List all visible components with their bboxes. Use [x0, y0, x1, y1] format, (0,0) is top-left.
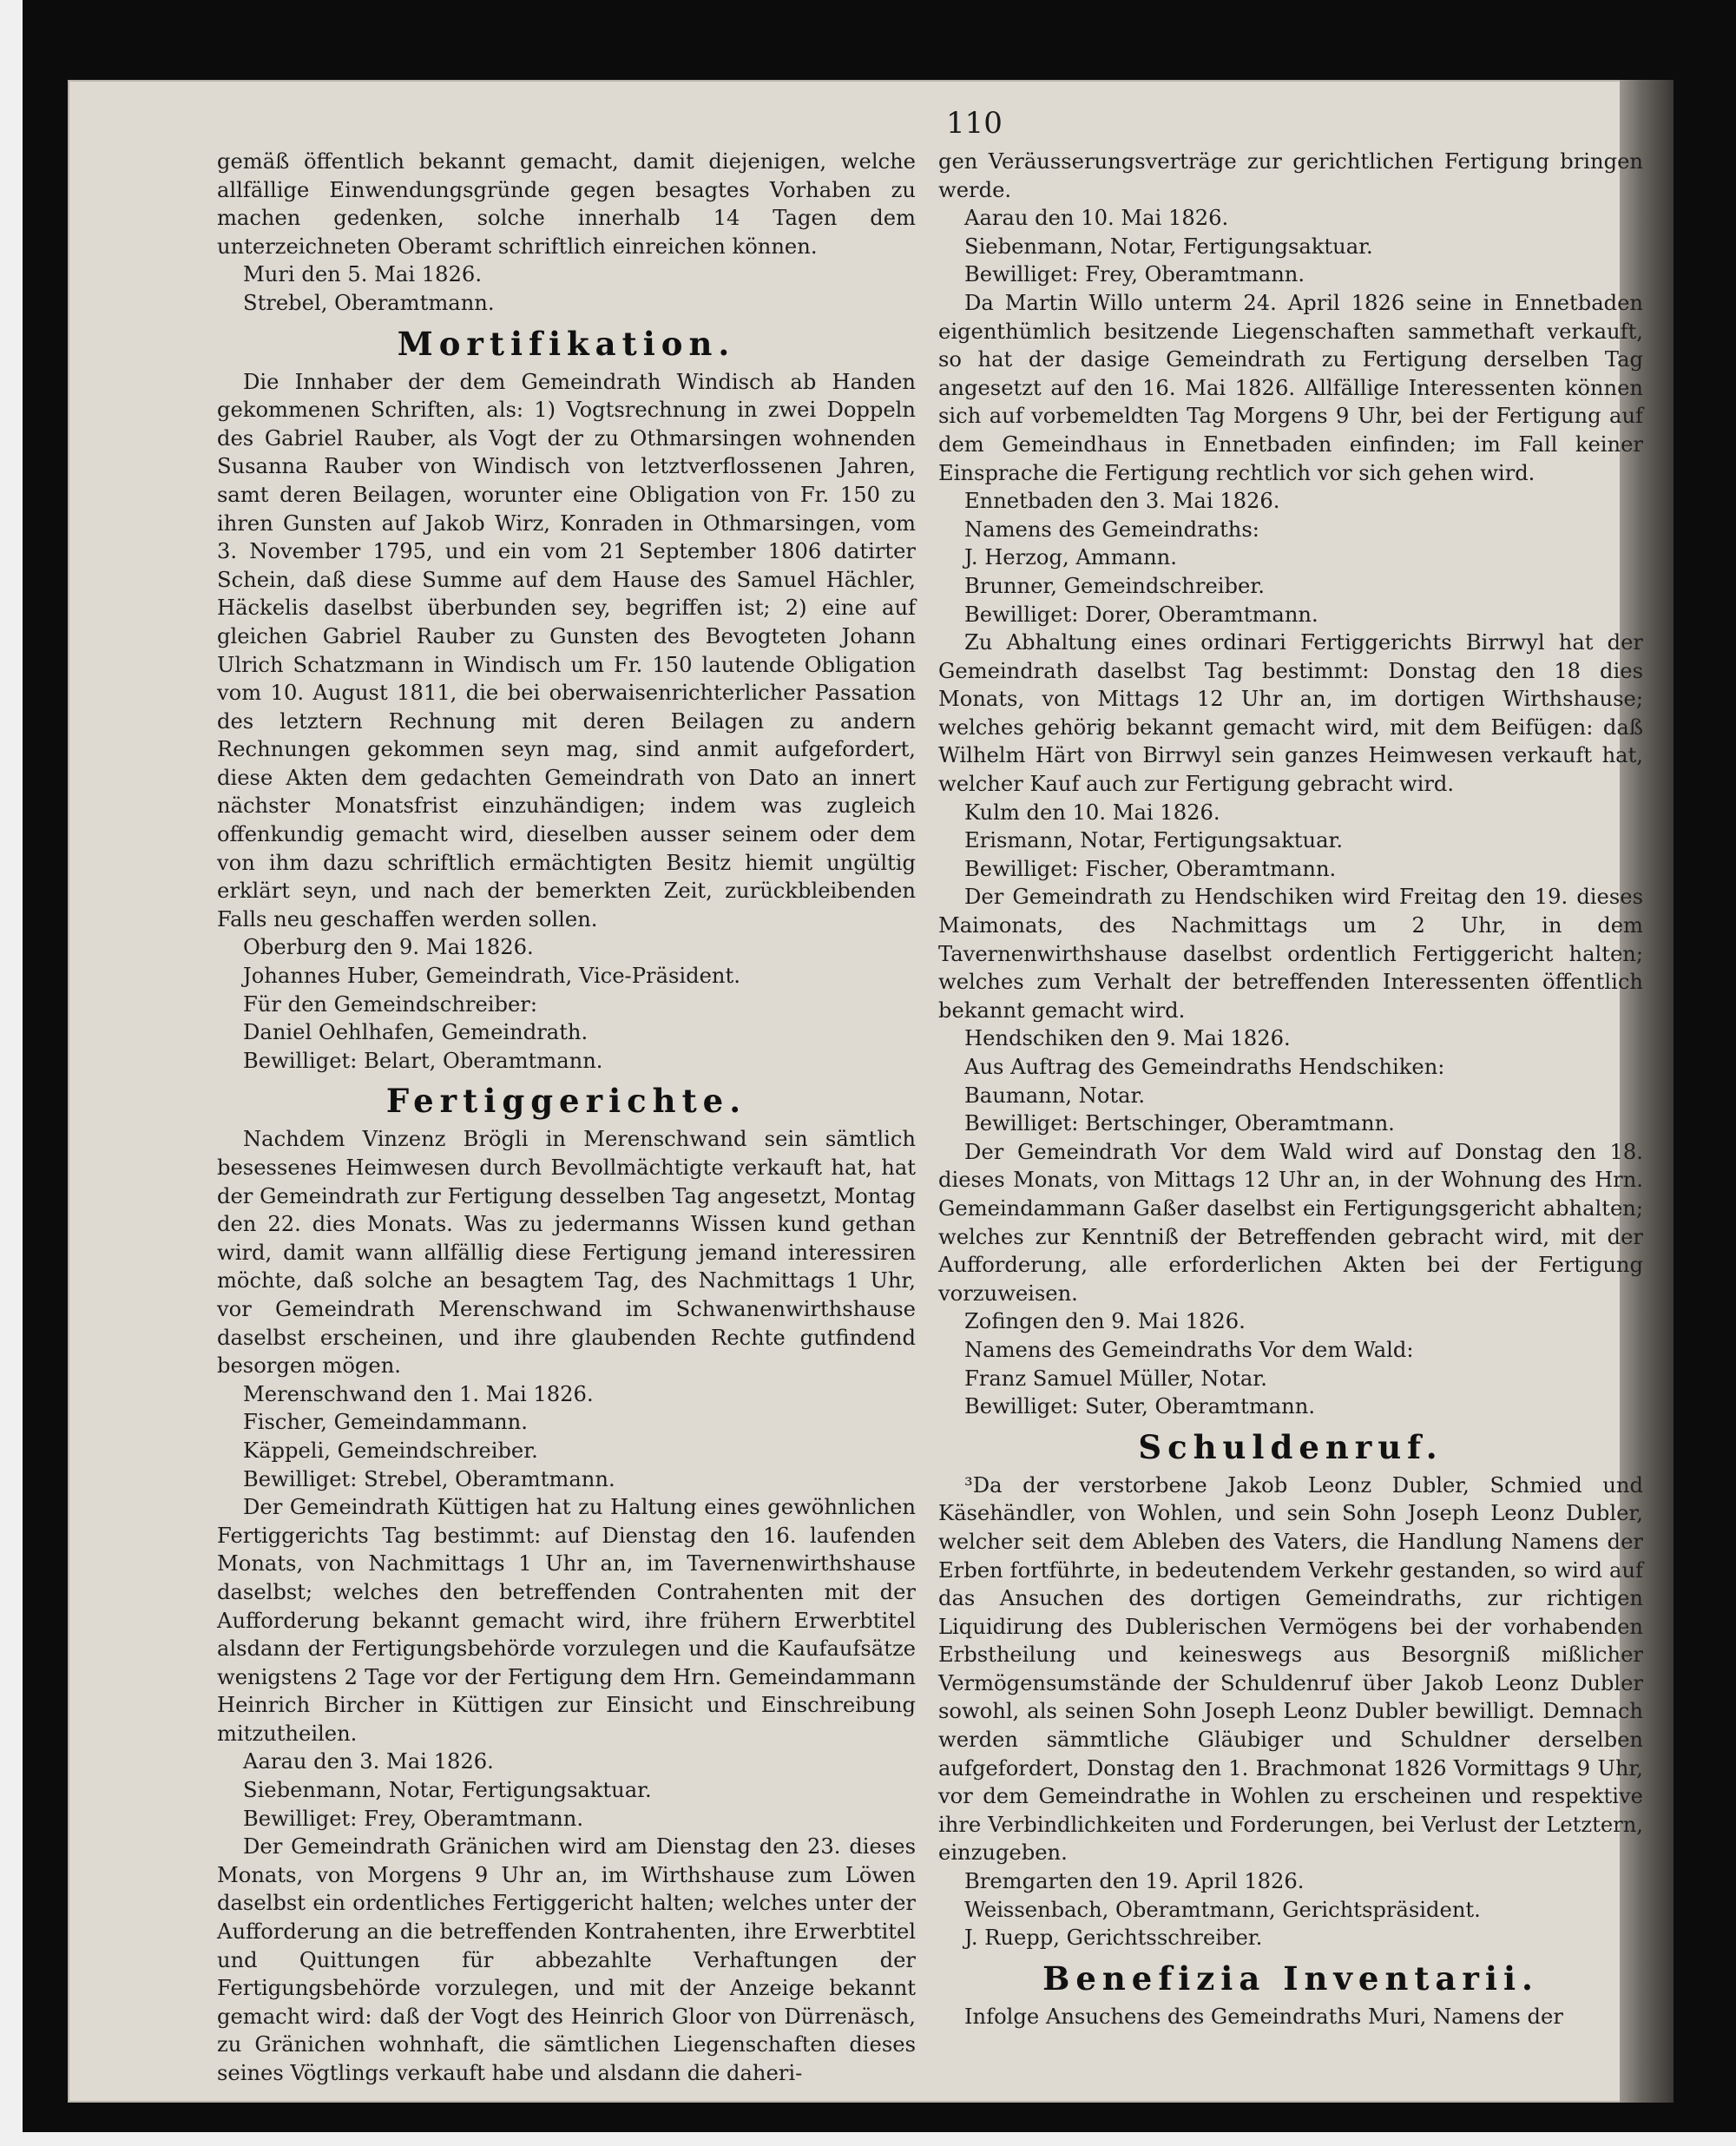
fertiggericht-5-place-date: Kulm den 10. Mai 1826.: [964, 800, 1220, 825]
fertiggericht-4-text: Da Martin Willo unterm 24. April 1826 seine in Ennetbaden eigenthümlich besitzende Liegenschaften sammethaft verkauft, so hat der dasige Gemeindrath zu Fertigung derselben Tag angesetzt auf den 16. Mai 1826. Allfällige Interessenten können sich auf vorbemeldten Tag Morgens 9 Uhr, bei der Fertigung auf dem Gemeindhaus in Ennetbaden einfinden; im Fall keiner Einsprache die Fertigung rechtlich vor sich gehen wird.: [938, 290, 1643, 485]
fertiggericht-7-text: Der Gemeindrath Vor dem Wald wird auf Donstag den 18. dieses Monats, von Mittags 12 Uhr an, in der Wohnung des Hrn. Gemeindammann Gaßer daselbst ein Fertigungsgericht abhalten; welches zur Kenntniß der Betreffenden gebracht wird, mit der Aufforderung, alle erforderlichen Akten bei der Fertigung vorzuweisen.: [938, 1139, 1643, 1306]
mortifikation-signer-3: Daniel Oehlhafen, Gemeindrath.: [243, 1020, 589, 1045]
fertiggericht-3-text: Der Gemeindrath Gränichen wird am Dienstag den 23. dieses Monats, von Morgens 9 Uhr an, im Wirthshause zum Löwen daselbst ein ordentliches Fertiggericht halten; welches unter der Aufforderung an die betreffenden Kontrahenten, ihre Erwerbtitel und Quittungen für abbezahlte Verhaftungen der Fertigungsbehörde vorzulegen, und mit der Anzeige bekannt gemacht wird: daß der Vogt des Heinrich Gloor von Dürrenäsch, zu Gränichen wohnhaft, die sämtlichen Liegenschaften dieses seines Vögtlings verkauft habe und alsdann die daheri-: [217, 1834, 916, 2085]
mortifikation-place-date: Oberburg den 9. Mai 1826.: [243, 935, 534, 960]
left-column: [217, 148, 916, 2088]
page-number: 110: [946, 106, 1003, 141]
fertiggericht-1-text: Nachdem Vinzenz Brögli in Merenschwand sein sämtlich besessenes Heimwesen durch Bevollmächtigte verkauft hat, hat der Gemeindrath zur Fertigung desselben Tag angesetzt, Montag den 22. dies Monats. Was zu jedermanns Wissen kund gethan wird, damit wann allfällig diese Fertigung jemand interessiren möchte, daß solche an besagtem Tag, des Nachmittags 1 Uhr, vor Gemeindrath Merenschwand im Schwanenwirthshause daselbst erscheinen, und ihre glaubenden Rechte gutfindend besorgen mögen.: [217, 1127, 916, 1379]
fertiggericht-1-signer-2: Käppeli, Gemeindschreiber.: [243, 1438, 538, 1463]
fertiggericht-7-signer-2: Franz Samuel Müller, Notar.: [964, 1366, 1267, 1391]
scan-border-left: [0, 0, 23, 2146]
fertiggericht-1-signer-1: Fischer, Gemeindammann.: [243, 1410, 528, 1435]
intro-signer: Strebel, Oberamtmann.: [243, 290, 495, 315]
mortifikation-text: Die Innhaber der dem Gemeindrath Windisch ab Handen gekommenen Schriften, als: 1) Vogtsrechnung in zwei Doppeln des Gabriel Rauber, als Vogt der zu Othmarsingen wohnenden Susanna Rauber von Windisch von letztverflossenen Jahren, samt deren Beilagen, worunter eine Obligation von Fr. 150 zu ihren Gunsten auf Jakob Wirz, Konraden in Othmarsingen, vom 3. November 1795, und ein vom 21 September 1806 datirter Schein, daß diese Summe auf dem Hause des Samuel Hächler, Häckelis daselbst überbunden sey, begriffen ist; 2) eine auf gleichen Gabriel Rauber zu Gunsten des Bevogteten Johann Ulrich Schatzmann in Windisch um Fr. 150 lautende Obligation vom 10. August 1811, die bei oberwaisenrichterlicher Passation des letztern Rechnung mit deren Beilagen zu andern Rechnungen gekommen seyn mag, sind anmit aufgefordert, diese Akten dem gedachten Gemeindrath von Dato an innert nächster Monatsfrist einzuhändigen; indem was zugleich offenkundig gemacht wird, dieselben ausser seinem oder dem von ihm dazu schriftlich ermächtigten Besitz hiemit ungültig erklärt seyn, und nach der bemerkten Zeit, zurückbleibenden Falls neu geschaffen werden sollen.: [217, 369, 916, 931]
schuldenruf-signer-2: J. Ruepp, Gerichtsschreiber.: [964, 1925, 1263, 1951]
fertiggericht-5-approved: Bewilliget: Fischer, Oberamtmann.: [964, 856, 1337, 881]
fertiggericht-3-place-date: Aarau den 10. Mai 1826.: [964, 206, 1229, 231]
fertiggericht-6-place-date: Hendschiken den 9. Mai 1826.: [964, 1026, 1291, 1051]
heading-benefizia-inventarii: Benefizia Inventarii.: [1042, 1958, 1539, 1998]
scan-border-bottom: [0, 2132, 1736, 2146]
fertiggericht-3-signer: Siebenmann, Notar, Fertigungsaktuar.: [964, 234, 1373, 259]
fertiggericht-4-approved: Bewilliget: Dorer, Oberamtmann.: [964, 602, 1318, 627]
fertiggericht-4-signer-1: Namens des Gemeindraths:: [964, 517, 1259, 542]
fertiggericht-1-approved: Bewilliget: Strebel, Oberamtmann.: [243, 1466, 615, 1491]
mortifikation-signer-2: Für den Gemeindschreiber:: [243, 991, 538, 1017]
intro-text: gemäß öffentlich bekannt gemacht, damit diejenigen, welche allfällige Einwendungsgründe gegen besagtes Vorhaben zu machen gedenken, solche innerhalb 14 Tagen dem unterzeichneten Oberamt schriftlich einreichen können.: [217, 149, 916, 259]
mortifikation-approved: Bewilliget: Belart, Oberamtmann.: [243, 1048, 603, 1073]
heading-mortifikation: Mortifikation.: [397, 324, 736, 363]
fertiggericht-4-signer-2: J. Herzog, Ammann.: [964, 545, 1177, 570]
fertiggericht-7-signer-1: Namens des Gemeindraths Vor dem Wald:: [964, 1337, 1414, 1362]
fertiggericht-6-signer-1: Aus Auftrag des Gemeindraths Hendschiken:: [964, 1055, 1445, 1079]
fertiggericht-6-signer-2: Baumann, Notar.: [964, 1083, 1146, 1108]
fertiggericht-2-signer: Siebenmann, Notar, Fertigungsaktuar.: [243, 1778, 652, 1803]
schuldenruf-signer-1: Weissenbach, Oberamtmann, Gerichtspräsident.: [964, 1897, 1481, 1922]
fertiggericht-4-signer-3: Brunner, Gemeindschreiber.: [964, 573, 1265, 598]
fertiggericht-6-text: Der Gemeindrath zu Hendschiken wird Freitag den 19. dieses Maimonats, des Nachmittags um 2 Uhr, in dem Tavernenwirthshause daselbst ordentlich Fertiggericht halten; welches zum Verhalt der betreffenden Interessenten öffentlich bekannt gemacht wird.: [938, 885, 1643, 1023]
right-column: [938, 148, 1643, 2031]
fertiggericht-3-approved: Bewilliget: Frey, Oberamtmann.: [964, 262, 1305, 287]
fertiggericht-2-place-date: Aarau den 3. Mai 1826.: [243, 1749, 494, 1774]
fertiggericht-3-continued: gen Veräusserungsverträge zur gerichtlichen Fertigung bringen werde.: [938, 149, 1643, 202]
fertiggericht-7-place-date: Zofingen den 9. Mai 1826.: [964, 1309, 1246, 1334]
schuldenruf-text: ³Da der verstorbene Jakob Leonz Dubler, Schmied und Käsehändler, von Wohlen, und sein Sohn Joseph Leonz Dubler, welcher seit dem Ableben des Vaters, die Handlung Namens der Erben fortführte, in bedeutendem Verkehr gestanden, so wird auf das Ansuchen des dortigen Gemeindraths, zur richtigen Liquidirung des Dublerischen Vermögens bei der vorhabenden Erbstheilung und keineswegs aus Besorgniß mißlicher Vermögensumstände der Schuldenruf über Jakob Leonz Dubler sowohl, als seinen Sohn Joseph Leonz Dubler bewilligt. Demnach werden sämmtliche Gläubiger und Schuldner derselben aufgefordert, Donstag den 1. Brachmonat 1826 Vormittags 9 Uhr, vor dem Gemeindrathe in Wohlen zu erscheinen und respektive ihre Verbindlichkeiten und Forderungen, bei Verlust der Letztern, einzugeben.: [938, 1472, 1643, 1866]
fertiggericht-6-approved: Bewilliget: Bertschinger, Oberamtmann.: [964, 1111, 1395, 1136]
schuldenruf-place-date: Bremgarten den 19. April 1826.: [964, 1869, 1305, 1894]
fertiggericht-5-text: Zu Abhaltung eines ordinari Fertiggerichts Birrwyl hat der Gemeindrath daselbst Tag bestimmt: Donstag den 18 dies Monats, von Mittags 12 Uhr an, im dortigen Wirthshause; welches gehörig bekannt gemacht wird, mit dem Beifügen: daß Wilhelm Härt von Birrwyl sein ganzes Heimwesen verkauft hat, welcher Kauf auch zur Fertigung gebracht wird.: [938, 630, 1643, 797]
newspaper-page: [68, 80, 1674, 2103]
fertiggericht-2-text: Der Gemeindrath Küttigen hat zu Haltung eines gewöhnlichen Fertiggerichts Tag bestimmt: auf Dienstag den 16. laufenden Monats, von Nachmittags 1 Uhr an, im Tavernenwirthshause daselbst; welches den betreffenden Contrahenten mit der Aufforderung bekannt gemacht wird, ihre frühern Erwerbtitel alsdann der Fertigungsbehörde vorzulegen und die Kaufaufsätze wenigstens 2 Tage vor der Fertigung dem Hrn. Gemeindammann Heinrich Bircher in Küttigen zur Einsicht und Einschreibung mitzutheilen.: [217, 1495, 916, 1746]
fertiggericht-1-place-date: Merenschwand den 1. Mai 1826.: [243, 1381, 594, 1406]
heading-fertiggerichte: Fertiggerichte.: [385, 1082, 747, 1121]
fertiggericht-2-approved: Bewilliget: Frey, Oberamtmann.: [243, 1806, 584, 1831]
fertiggericht-4-place-date: Ennetbaden den 3. Mai 1826.: [964, 489, 1280, 514]
intro-place-date: Muri den 5. Mai 1826.: [243, 262, 483, 287]
fertiggericht-5-signer: Erismann, Notar, Fertigungsaktuar.: [964, 828, 1344, 853]
mortifikation-signer-1: Johannes Huber, Gemeindrath, Vice-Präsident.: [243, 964, 740, 989]
benefizia-text: Infolge Ansuchens des Gemeindraths Muri, Namens der: [964, 2004, 1563, 2029]
heading-schuldenruf: Schuldenruf.: [1138, 1427, 1443, 1466]
fertiggericht-7-approved: Bewilliget: Suter, Oberamtmann.: [964, 1394, 1316, 1419]
